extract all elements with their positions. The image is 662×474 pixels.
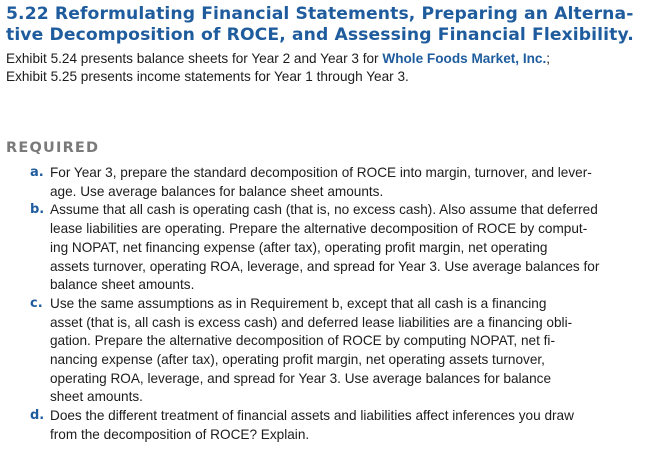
requirement-line: from the decomposition of ROCE? Explain. (50, 426, 310, 442)
requirement-line: Assume that all cash is operating cash (that is, no excess cash). Also assume that deferred (50, 202, 598, 218)
requirement-line: nancing expense (after tax), operating profit margin, net operating assets turnover, (50, 352, 545, 368)
requirement-line: assets turnover, operating ROA, leverage, and spread for Year 3. Use average balances for (50, 258, 600, 274)
company-name: Whole Foods Market, Inc. (382, 51, 547, 66)
requirement-line: lease liabilities are operating. Prepare the alternative decomposition of ROCE by comput- (50, 221, 588, 237)
requirement-letter: a. (30, 165, 44, 180)
requirement-line: For Year 3, prepare the standard decomposition of ROCE into margin, turnover, and lever- (50, 165, 592, 180)
problem-title (6, 4, 658, 46)
requirement-line: Does the different treatment of financial assets and liabilities affect inferences you draw (50, 408, 574, 424)
requirement-line: age. Use average balances for balance sheet amounts. (50, 183, 384, 199)
problem-title-line-1: 5.22 Reformulating Financial Statements, Preparing an Alterna- (6, 4, 634, 24)
requirement-c (30, 295, 654, 407)
intro-text-before: Exhibit 5.24 presents balance sheets for Year 2 and Year 3 for (6, 51, 383, 66)
intro-line-2: Exhibit 5.25 presents income statements for Year 1 through Year 3. (6, 69, 409, 84)
problem-intro (6, 50, 656, 86)
requirement-line: operating ROA, leverage, and spread for Year 3. Use average balances for balance (50, 370, 552, 386)
requirement-line: sheet amounts. (50, 389, 143, 405)
required-heading: REQUIRED (6, 140, 100, 156)
requirement-line: Use the same assumptions as in Requirement b, except that all cash is a financing (50, 295, 547, 311)
requirement-line: ing NOPAT, net financing expense (after tax), operating profit margin, net operating (50, 239, 548, 255)
intro-line-1 (6, 50, 656, 68)
requirement-letter: c. (30, 295, 43, 311)
requirement-letter: d. (30, 408, 45, 424)
requirement-line: gation. Prepare the alternative decomposition of ROCE by computing NOPAT, net fi- (50, 333, 555, 349)
requirement-a (30, 164, 654, 201)
problem-title-line-2: tive Decomposition of ROCE, and Assessing Financial Flexibility. (6, 25, 634, 45)
requirement-letter: b. (30, 202, 45, 218)
requirement-line: balance sheet amounts. (50, 277, 195, 293)
intro-text-after: ; (546, 51, 551, 66)
requirement-line: asset (that is, all cash is excess cash) and deferred lease liabilities are a financing obli- (50, 314, 573, 330)
requirement-b (30, 201, 654, 295)
requirement-d (30, 407, 654, 444)
requirements-list (30, 164, 654, 445)
